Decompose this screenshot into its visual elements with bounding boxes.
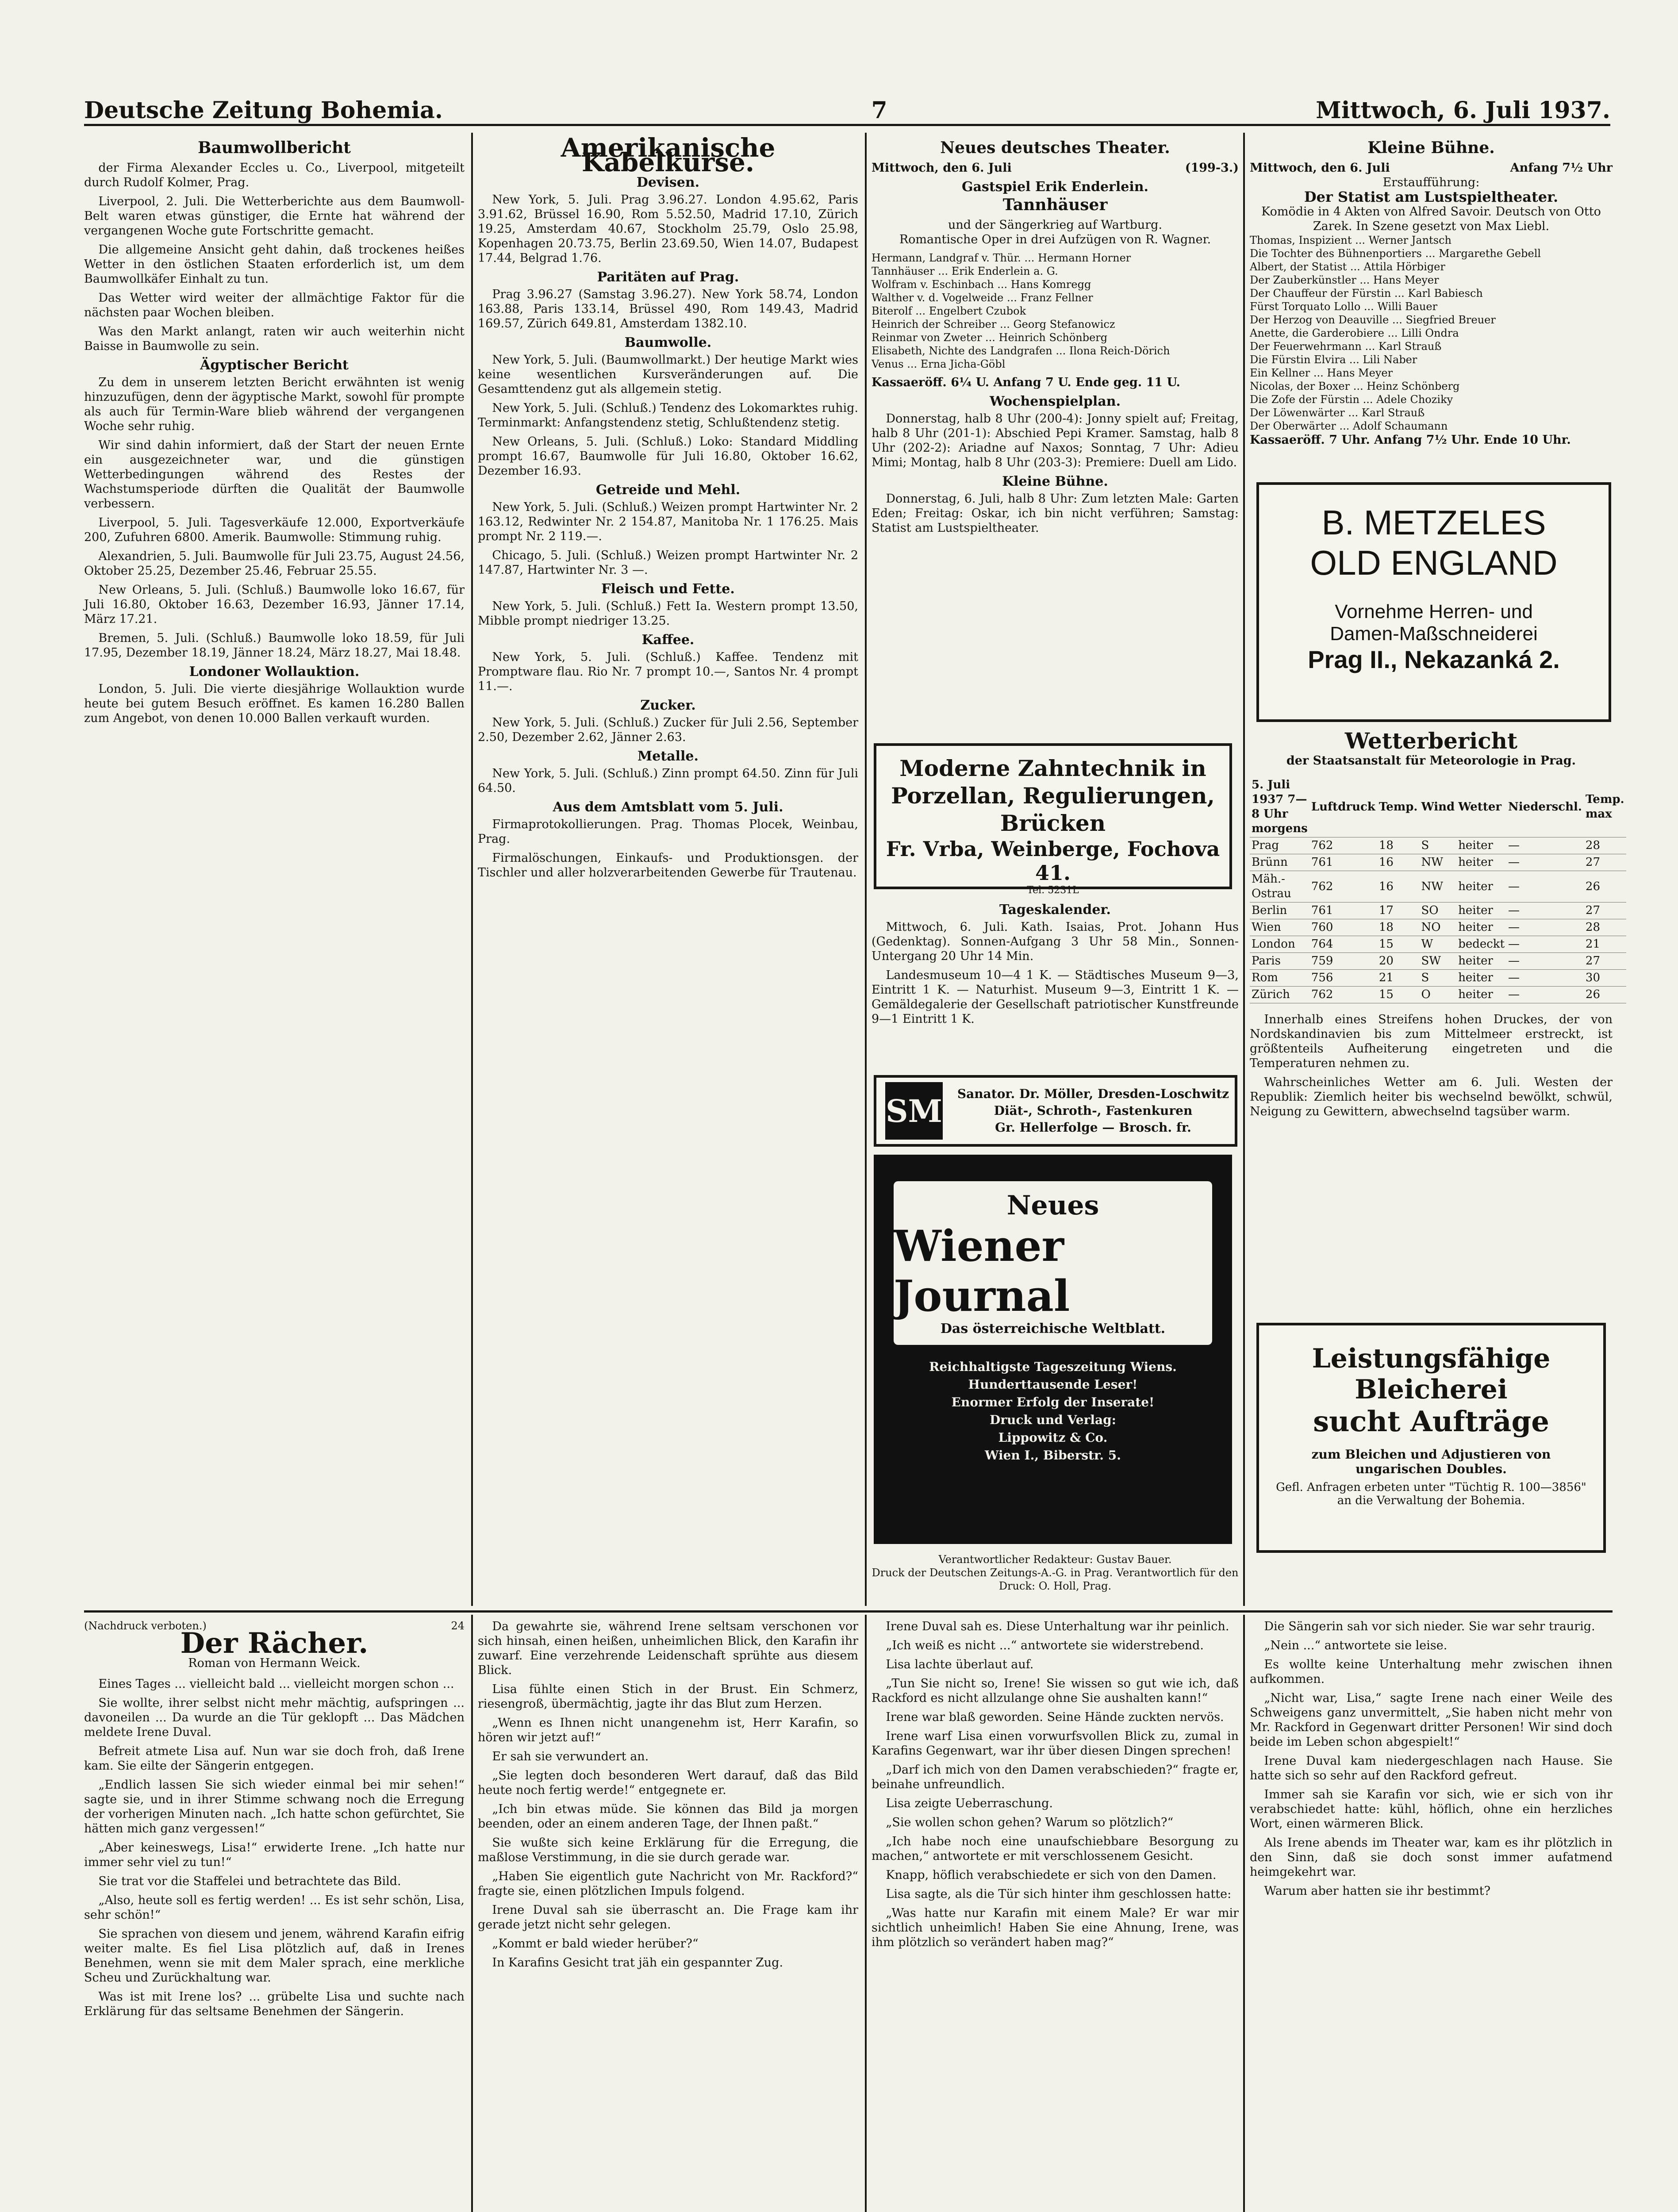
sanatorium-logo: SM	[885, 1082, 943, 1140]
imprint-editor: Verantwortlicher Redakteur: Gustav Bauer.	[938, 1553, 1172, 1566]
novel-paragraph: Irene Duval sah sie überrascht an. Die Frage kam ihr gerade jetzt nicht sehr gelegen.	[478, 1903, 858, 1932]
novel-paragraph: Sie wollte, ihrer selbst nicht mehr mächtig, aufspringen ... davoneilen ... Da wurde an die Tür geklopft ... Das Mädchen meldete Irene Duval.	[84, 1696, 465, 1739]
paragraph: New York, 5. Juli. (Schluß.) Weizen prompt Hartwinter Nr. 2 163.12, Redwinter Nr. 2 154.87, Manitoba Nr. 1 176.25. Mais prompt Nr. 2 119.—.	[478, 500, 858, 543]
novel-paragraph: Irene war blaß geworden. Seine Hände zuckten nervös.	[886, 1710, 1224, 1724]
weather-cell: London	[1250, 936, 1309, 953]
paragraph: Liverpool, 2. Juli. Die Wetterberichte aus dem Baumwoll-Belt waren etwas günstiger, die Ernte hat während der vergangenen Woche gute Fortschritte gemacht.	[84, 195, 465, 238]
weather-cell: 27	[1584, 854, 1626, 871]
paragraph: Innerhalb eines Streifens hohen Druckes, der von Nordskandinavien bis zum Mittelmeer erstreckt, ist größtenteils Aufheiterung eingetreten und die Temperaturen nehmen zu.	[1250, 1013, 1613, 1070]
column-rule	[471, 1615, 473, 2212]
weather-column	[1250, 728, 1624, 1305]
novel-paragraph: „Tun Sie nicht so, Irene! Sie wissen so gut wie ich, daß Rackford es nicht allzulange ohne Sie aushalten kann!“	[872, 1677, 1239, 1705]
journal-neues: Neues	[1006, 1190, 1099, 1221]
cast-entry: Venus ... Erna Jicha-Göbl	[872, 358, 1006, 370]
header-title: Deutsche Zeitung Bohemia.	[84, 97, 443, 124]
weather-cell: Berlin	[1250, 902, 1309, 919]
kleine-footer: Kassaeröff. 7 Uhr. Anfang 7½ Uhr. Ende 10 Uhr.	[1250, 433, 1571, 447]
column-rule	[1243, 133, 1245, 1606]
weather-row	[1250, 970, 1626, 987]
novel-paragraph: „Nicht war, Lisa,“ sagte Irene nach einer Weile des Schweigens ganz unvermittelt, „Sie haben nicht mehr von Mr. Rackford in Gegenwart dritter Personen! Wir sind doch beide im Leben schon abgespielt!“	[1250, 1691, 1613, 1749]
weather-cell: —	[1506, 837, 1584, 854]
weather-cell: 761	[1309, 902, 1377, 919]
theatre-column	[872, 137, 1239, 734]
weather-table	[1250, 777, 1626, 1003]
metzeles-line: Damen-Maßschneiderei	[1330, 623, 1538, 645]
theatre-number: (199-3.)	[1185, 161, 1239, 175]
novel-title: Der Rächer.	[180, 1627, 369, 1660]
weather-cell: S	[1419, 970, 1456, 987]
cast-entry: Fürst Torquato Lollo ... Willi Bauer	[1250, 300, 1438, 313]
journal-line: Lippowitz & Co.	[998, 1430, 1108, 1445]
weather-cell: —	[1506, 987, 1584, 1003]
novel-paragraph: Er sah sie verwundert an.	[492, 1750, 649, 1763]
journal-line: Hunderttausende Leser!	[968, 1377, 1138, 1392]
weather-cell: O	[1419, 987, 1456, 1003]
cast-entry: Der Herzog von Deauville ... Siegfried Breuer	[1250, 314, 1496, 326]
theatre-title: Neues deutsches Theater.	[940, 138, 1170, 157]
cast-entry: Der Feuerwehrmann ... Karl Strauß	[1250, 340, 1442, 353]
weather-cell: heiter	[1456, 987, 1506, 1003]
weather-cell: 760	[1309, 919, 1377, 936]
weather-cell: —	[1506, 854, 1584, 871]
page-header	[84, 93, 1610, 126]
weather-cell: 26	[1584, 871, 1626, 902]
weather-cell: 759	[1309, 953, 1377, 970]
novel-paragraph: Sie wußte sich keine Erklärung für die Erregung, die maßlose Verstimmung, in die sie durch gerade war.	[478, 1836, 858, 1864]
weather-cell: 20	[1377, 953, 1420, 970]
weather-cell: 18	[1377, 919, 1420, 936]
section-heading: Devisen.	[636, 175, 700, 190]
weather-cell: 16	[1377, 871, 1420, 902]
paragraph: Chicago, 5. Juli. (Schluß.) Weizen prompt Hartwinter Nr. 2 147.87, Hartwinter Nr. 3 —.	[478, 549, 858, 577]
weather-cell: SW	[1419, 953, 1456, 970]
imprint	[872, 1553, 1239, 1601]
section-heading: Fleisch und Fette.	[601, 581, 735, 597]
theatre-date: Mittwoch, den 6. Juli	[872, 161, 1012, 175]
play-subtitle: und der Sängerkrieg auf Wartburg.	[948, 218, 1163, 232]
novel-paragraph: „Ich weiß es nicht ...“ antwortete sie widerstrebend.	[886, 1639, 1204, 1652]
paragraph: Donnerstag, 6. Juli, halb 8 Uhr: Zum letzten Male: Garten Eden; Freitag: Oskar, ich bin nicht verführen; Samstag: Statist am Lustspieltheater.	[872, 492, 1239, 535]
cast-entry: Der Oberwärter ... Adolf Schaumann	[1250, 420, 1448, 432]
paragraph: Bremen, 5. Juli. (Schluß.) Baumwolle loko 18.59, für Juli 17.95, Dezember 18.19, Jänner 18.24, März 18.27, Mai 18.48.	[84, 631, 465, 660]
section-heading: Getreide und Mehl.	[595, 482, 741, 498]
metzeles-line: Vornehme Herren- und	[1335, 601, 1533, 622]
weather-cell: Wien	[1250, 919, 1309, 936]
paragraph: New York, 5. Juli. (Baumwollmarkt.) Der heutige Markt wies keine wesentlichen Kursveränderungen auf. Die Gesamttendenz gut als allgemein stetig.	[478, 353, 858, 396]
metzeles-name: B. METZELES	[1321, 503, 1546, 542]
paragraph: Wahrscheinliches Wetter am 6. Juli. Westen der Republik: Ziemlich heiter bis wechselnd bewölkt, schwül, Neigung zu Gewittern, abwechselnd tagsüber warm.	[1250, 1075, 1613, 1118]
kleine-buehne-column	[1250, 137, 1613, 473]
cast-entry: Tannhäuser ... Erik Enderlein a. G.	[872, 265, 1058, 277]
novel-paragraph: Da gewahrte sie, während Irene seltsam verschonen vor sich hinsah, einen heißen, unheimlichen Blick, den Karafin ihr zuwarf. Eine verzehrende Leidenschaft sprühte aus diesem Blick.	[478, 1620, 858, 1677]
paragraph: New York, 5. Juli. (Schluß.) Tendenz des Lokomarktes ruhig. Terminmarkt: Anfangstendenz stetig, Schlußtendenz stetig.	[478, 401, 858, 430]
cast-entry: Der Chauffeur der Fürstin ... Karl Babiesch	[1250, 287, 1483, 300]
cable-rates-column	[478, 133, 858, 1606]
novel-column-2	[478, 1619, 858, 2212]
novel-paragraph: Eines Tages ... vielleicht bald ... vielleicht morgen schon ...	[98, 1677, 454, 1691]
weather-cell: 30	[1584, 970, 1626, 987]
cast-entry: Nicolas, der Boxer ... Heinz Schönberg	[1250, 380, 1460, 392]
column-rule	[865, 1615, 867, 2212]
novel-paragraph: „Aber keineswegs, Lisa!“ erwiderte Irene. „Ich hatte nur immer sehr viel zu tun!“	[84, 1841, 465, 1869]
paragraph: Was den Markt anlangt, raten wir auch weiterhin nicht Baisse in Baumwolle zu sein.	[84, 325, 465, 353]
weather-cell: NW	[1419, 871, 1456, 902]
wiener-journal-ad	[874, 1155, 1232, 1544]
weather-cell: 21	[1377, 970, 1420, 987]
guest-line: Gastspiel Erik Enderlein.	[962, 179, 1148, 195]
section-heading: Baumwolle.	[624, 335, 712, 350]
bleicherei-ad	[1256, 1323, 1606, 1553]
reprint-note: (Nachdruck verboten.)	[84, 1620, 207, 1632]
weather-cell: 21	[1584, 936, 1626, 953]
section-heading: Wochenspielplan.	[989, 394, 1121, 409]
paragraph: Prag 3.96.27 (Samstag 3.96.27). New York 58.74, London 163.88, Paris 133.14, Brüssel 490, Rom 149.43, Madrid 169.57, Zürich 649.81, Amsterdam 1382.10.	[478, 288, 858, 330]
novel-column-1	[84, 1619, 465, 2212]
instalment-number: 24	[451, 1620, 465, 1632]
novel-paragraph: „Wenn es Ihnen nicht unangenehm ist, Herr Karafin, so hören wir jetzt auf!“	[478, 1716, 858, 1744]
novel-paragraph: „Haben Sie eigentlich gute Nachricht von Mr. Rackford?“ fragte sie, einen plötzlichen Impuls folgend.	[478, 1870, 858, 1898]
kleine-note: Erstaufführung:	[1382, 176, 1480, 189]
paragraph: New York, 5. Juli. (Schluß.) Kaffee. Tendenz mit Promptware flau. Rio Nr. 7 prompt 10.—, Santos Nr. 4 prompt 11.—.	[478, 650, 858, 693]
novel-paragraph: Knapp, höflich verabschiedete er sich von den Damen.	[886, 1868, 1217, 1882]
paragraph: New York, 5. Juli. (Schluß.) Fett Ia. Western prompt 13.50, Mibble prompt niedriger 13.25.	[478, 599, 858, 628]
weather-cell: heiter	[1456, 970, 1506, 987]
weather-cell: heiter	[1456, 902, 1506, 919]
paragraph: Firmaprotokollierungen. Prag. Thomas Plocek, Weinbau, Prag.	[478, 818, 858, 846]
weather-header-cell: Luftdruck	[1309, 777, 1377, 837]
weather-row	[1250, 854, 1626, 871]
paragraph: New York, 5. Juli. (Schluß.) Zucker für Juli 2.56, September 2.50, Dezember 2.62, Jänner 2.63.	[478, 716, 858, 744]
journal-title: Wiener Journal	[894, 1221, 1070, 1321]
section-heading: Londoner Wollauktion.	[189, 664, 360, 680]
column-rule	[471, 133, 473, 1606]
weather-row	[1250, 919, 1626, 936]
kleine-desc: Komödie in 4 Akten von Alfred Savoir. Deutsch von Otto Zarek. In Szene gesetzt von Max Liebl.	[1261, 205, 1601, 233]
header-date: Mittwoch, 6. Juli 1937.	[1316, 97, 1610, 124]
cast-entry: Elisabeth, Nichte des Landgrafen ... Ilona Reich-Dörich	[872, 345, 1170, 357]
newspaper-page	[18, 13, 1661, 2212]
weather-cell: 762	[1309, 871, 1377, 902]
paragraph: New York, 5. Juli. (Schluß.) Zinn prompt 64.50. Zinn für Juli 64.50.	[478, 767, 858, 795]
weather-cell: 15	[1377, 936, 1420, 953]
novel-paragraph: „Was hatte nur Karafin mit einem Male? Er war mir sichtlich unheimlich! Haben Sie eine Ahnung, Irene, was ihm plötzlich so verändert haben mag?“	[872, 1906, 1239, 1949]
novel-paragraph: „Endlich lassen Sie sich wieder einmal bei mir sehen!“ sagte sie, und in ihrer Stimme schwang noch die Erregung der vorherigen Minuten nach. „Ich hatte schon gefürchtet, Sie hätten mich ganz vergessen!“	[84, 1778, 465, 1836]
weather-cell: Zürich	[1250, 987, 1309, 1003]
paragraph: Mittwoch, 6. Juli. Kath. Isaias, Prot. Johann Hus (Gedenktag). Sonnen-Aufgang 3 Uhr 58 Min., Sonnen-Untergang 20 Uhr 14 Min.	[872, 920, 1239, 963]
dental-ad-phone: Tel. 5231L	[1027, 885, 1079, 896]
novel-paragraph: „Darf ich mich von den Damen verabschieden?“ fragte er, beinahe unfreundlich.	[872, 1763, 1239, 1791]
journal-subtitle: Das österreichische Weltblatt.	[940, 1321, 1166, 1336]
paragraph: New Orleans, 5. Juli. (Schluß.) Baumwolle loko 16.67, für Juli 16.80, Oktober 16.63, Dezember 16.93, Jänner 17.14, März 17.21.	[84, 583, 465, 626]
weather-cell: bedeckt	[1456, 936, 1506, 953]
novel-paragraph: Die Sängerin sah vor sich nieder. Sie war sehr traurig.	[1264, 1620, 1595, 1633]
weather-cell: heiter	[1456, 953, 1506, 970]
cast-entry: Die Fürstin Elvira ... Lili Naber	[1250, 353, 1417, 366]
cast-entry: Heinrich der Schreiber ... Georg Stefanowicz	[872, 318, 1115, 330]
kleine-start: Anfang 7½ Uhr	[1510, 161, 1613, 175]
paragraph: Das Wetter wird weiter der allmächtige Faktor für die nächsten paar Wochen bleiben.	[84, 291, 465, 319]
cast-entry: Reinmar von Zweter ... Heinrich Schönberg	[872, 331, 1108, 344]
weather-cell: 27	[1584, 953, 1626, 970]
novel-paragraph: Sie sprachen von diesem und jenem, während Karafin eifrig weiter malte. Es fiel Lisa plötzlich auf, daß in Irenes Benehmen, wenn sie mit dem Maler sprach, eine merkliche Scheu und Zurückhaltung war.	[84, 1927, 465, 1985]
play-title: Tannhäuser	[1002, 196, 1108, 214]
weather-cell: heiter	[1456, 854, 1506, 871]
weather-cell: Brünn	[1250, 854, 1309, 871]
novel-column-4	[1250, 1619, 1613, 2212]
play-description: Romantische Oper in drei Aufzügen von R. Wagner.	[899, 233, 1211, 246]
novel-paragraph: „Ich habe noch eine unaufschiebbare Besorgung zu machen,“ antwortete er mit verschlossenem Gesicht.	[872, 1835, 1239, 1863]
weather-cell: Prag	[1250, 837, 1309, 854]
sanatorium-services: Diät-, Schroth-, Fastenkuren	[994, 1103, 1193, 1118]
weather-cell: —	[1506, 970, 1584, 987]
weather-header-cell: Wetter	[1456, 777, 1506, 837]
paragraph: New York, 5. Juli. Prag 3.96.27. London 4.95.62, Paris 3.91.62, Brüssel 16.90, Rom 5.52.50, Madrid 17.10, Zürich 19.25, Amsterdam 40.67, Stockholm 25.79, Oslo 25.98, Kopenhagen 20.73.75, Berlin 23.69.50, Wien 14.07, Budapest 17.44, Belgrad 1.76.	[478, 193, 858, 265]
weather-cell: 18	[1377, 837, 1420, 854]
cast-entry: Thomas, Inspizient ... Werner Jantsch	[1250, 234, 1452, 246]
novel-paragraph: „Ich bin etwas müde. Sie können das Bild ja morgen beenden, oder an einem anderen Tage, der Ihnen paßt.“	[478, 1802, 858, 1831]
section-heading: Aus dem Amtsblatt vom 5. Juli.	[553, 799, 783, 815]
paragraph: Zu dem in unserem letzten Bericht erwähnten ist wenig hinzuzufügen, denn der ägyptische Markt, sowohl für prompte als auch für Termin-Ware blieb während der vergangenen Woche sehr ruhig.	[84, 376, 465, 433]
page-number: 7	[871, 97, 887, 124]
novel-paragraph: Irene Duval kam niedergeschlagen nach Hause. Sie hatte sich so sehr auf den Rackford gefreut.	[1250, 1754, 1613, 1782]
novel-paragraph: „Nein ...“ antwortete sie leise.	[1264, 1639, 1448, 1652]
horizontal-rule	[84, 1610, 1613, 1613]
novel-paragraph: Befreit atmete Lisa auf. Nun war sie doch froh, daß Irene kam. Sie eilte der Sängerin entgegen.	[84, 1744, 465, 1773]
weather-cell: 762	[1309, 837, 1377, 854]
column-rule	[865, 133, 867, 1606]
calendar-column	[872, 898, 1239, 1066]
theatre-footer: Kassaeröff. 6¼ U. Anfang 7 U. Ende geg. 11 U.	[872, 376, 1180, 389]
section-heading: Metalle.	[637, 749, 699, 764]
weather-cell: —	[1506, 936, 1584, 953]
novel-paragraph: Immer sah sie Karafin vor sich, wie er sich von ihr verabschiedet hatte: kühl, höflich, ohne ein herzliches Wort, einen wärmeren Blick.	[1250, 1788, 1613, 1831]
weather-header-cell: Temp.	[1377, 777, 1420, 837]
weather-cell: S	[1419, 837, 1456, 854]
weather-row	[1250, 871, 1626, 902]
weather-cell: NW	[1419, 854, 1456, 871]
kleine-cast-list	[1250, 234, 1613, 433]
cotton-report-column	[84, 137, 465, 1606]
novel-paragraph: „Sie legten doch besonderen Wert darauf, daß das Bild heute noch fertig werde!“ entgegnete er.	[478, 1769, 858, 1797]
novel-paragraph: Es wollte keine Unterhaltung mehr zwischen ihnen aufkommen.	[1250, 1658, 1613, 1686]
bleicherei-text: zum Bleichen und Adjustieren von ungarischen Doubles.	[1311, 1447, 1551, 1476]
bleicherei-headline: Leistungsfähige Bleicherei	[1312, 1343, 1551, 1405]
cast-entry: Anette, die Garderobiere ... Lilli Ondra	[1250, 327, 1459, 339]
weather-cell: —	[1506, 953, 1584, 970]
novel-paragraph: „Sie wollen schon gehen? Warum so plötzlich?“	[886, 1816, 1174, 1829]
kleine-play: Der Statist am Lustspieltheater.	[1304, 188, 1559, 205]
cast-entry: Albert, der Statist ... Attila Hörbiger	[1250, 261, 1445, 273]
cotton-report-title: Baumwollbericht	[198, 138, 351, 157]
cast-list	[872, 251, 1239, 371]
novel-paragraph: Sie trat vor die Staffelei und betrachtete das Bild.	[98, 1874, 401, 1888]
weather-cell: 16	[1377, 854, 1420, 871]
weather-cell: 28	[1584, 837, 1626, 854]
novel-column-3	[872, 1619, 1239, 2212]
weather-cell: 764	[1309, 936, 1377, 953]
metzeles-ad	[1256, 482, 1611, 722]
sanatorium-ad	[874, 1075, 1237, 1147]
cast-entry: Die Tochter des Bühnenportiers ... Margarethe Gebell	[1250, 247, 1541, 260]
section-heading: Kleine Bühne.	[1002, 474, 1108, 489]
journal-line: Druck und Verlag:	[989, 1413, 1117, 1427]
weather-title: Wetterbericht	[1344, 728, 1518, 754]
kleine-title: Kleine Bühne.	[1367, 138, 1495, 157]
novel-paragraph: Was ist mit Irene los? ... grübelte Lisa und suchte nach Erklärung für das seltsame Benehmen der Sängerin.	[84, 1990, 465, 2018]
journal-line: Wien I., Biberstr. 5.	[985, 1448, 1121, 1463]
weather-row	[1250, 953, 1626, 970]
weather-row	[1250, 987, 1626, 1003]
weather-header-cell: Wind	[1419, 777, 1456, 837]
cast-entry: Der Zauberkünstler ... Hans Meyer	[1250, 274, 1439, 286]
paragraph: Die allgemeine Ansicht geht dahin, daß trockenes heißes Wetter in den östlichen Staaten erforderlich ist, um dem Baumwollkäfer Einhalt zu tun.	[84, 243, 465, 286]
novel-paragraph: Lisa zeigte Ueberraschung.	[886, 1797, 1053, 1810]
weather-cell: W	[1419, 936, 1456, 953]
section-heading: Ägyptischer Bericht	[200, 357, 349, 373]
novel-paragraph: Irene warf Lisa einen vorwurfsvollen Blick zu, zumal in Karafins Gegenwart, war ihr über diesen Dingen sprechen!	[872, 1729, 1239, 1758]
cast-entry: Hermann, Landgraf v. Thür. ... Hermann Horner	[872, 252, 1131, 264]
weather-cell: —	[1506, 919, 1584, 936]
novel-paragraph: Lisa sagte, als die Tür sich hinter ihm geschlossen hatte:	[886, 1887, 1232, 1901]
dental-ad	[874, 743, 1232, 896]
weather-cell: NO	[1419, 919, 1456, 936]
kleine-date: Mittwoch, den 6. Juli	[1250, 161, 1390, 175]
novel-paragraph: „Also, heute soll es fertig werden! ... Es ist sehr schön, Lisa, sehr schön!“	[84, 1893, 465, 1922]
weather-cell: heiter	[1456, 871, 1506, 902]
section-heading: Tageskalender.	[999, 902, 1111, 918]
paragraph: Firmalöschungen, Einkaufs- und Produktionsgen. der Tischler und aller holzverarbeitenden Gewerbe für Trautenau.	[478, 851, 858, 879]
weather-cell: Paris	[1250, 953, 1309, 970]
novel-paragraph: Warum aber hatten sie ihr bestimmt?	[1264, 1884, 1491, 1898]
paragraph: Donnerstag, halb 8 Uhr (200-4): Jonny spielt auf; Freitag, halb 8 Uhr (201-1): Abschied Pepi Kramer. Samstag, halb 8 Uhr (202-2): Ariadne auf Naxos; Sonntag, 7 Uhr: Adieu Mimi; Montag, halb 8 Uhr (203-3): Premiere: Duell am Lido.	[872, 412, 1239, 469]
bleicherei-contact: Gefl. Anfragen erbeten unter "Tüchtig R. 100—3856" an die Verwaltung der Bohemia.	[1276, 1481, 1586, 1507]
paragraph: Wir sind dahin informiert, daß der Start der neuen Ernte ein ausgezeichneter war, und die günstigen Wetterbedingungen während des Restes der Wachstumsperiode dürften die Qualität der Baumwolle verbessern.	[84, 438, 465, 511]
bleicherei-subheadline: sucht Aufträge	[1313, 1405, 1549, 1438]
weather-row	[1250, 902, 1626, 919]
cast-entry: Biterolf ... Engelbert Czubok	[872, 305, 1026, 317]
cast-entry: Die Zofe der Fürstin ... Adele Choziky	[1250, 393, 1453, 406]
novel-author: Roman von Hermann Weick.	[188, 1656, 361, 1670]
weather-row	[1250, 837, 1626, 854]
sanatorium-name: Sanator. Dr. Möller, Dresden-Loschwitz	[957, 1087, 1229, 1101]
section-heading: Paritäten auf Prag.	[597, 269, 739, 285]
weather-cell: Rom	[1250, 970, 1309, 987]
paragraph: Alexandrien, 5. Juli. Baumwolle für Juli 23.75, August 24.56, Oktober 25.25, Dezember 25.46, Februar 25.55.	[84, 549, 465, 578]
novel-paragraph: Lisa fühlte einen Stich in der Brust. Ein Schmerz, riesengroß, übermächtig, jagte ihr das Blut zum Herzen.	[478, 1682, 858, 1711]
section-heading: Zucker.	[640, 698, 696, 713]
weather-cell: —	[1506, 902, 1584, 919]
paragraph: London, 5. Juli. Die vierte diesjährige Wollauktion wurde heute bei gutem Besuch eröffnet. Es kamen 16.280 Ballen zum Angebot, von denen 10.000 Ballen verkauft wurden.	[84, 682, 465, 725]
weather-cell: 756	[1309, 970, 1377, 987]
novel-paragraph: Als Irene abends im Theater war, kam es ihr plötzlich in den Sinn, daß sie doch sonst immer aufatmend heimgekehrt war.	[1250, 1836, 1613, 1879]
weather-cell: heiter	[1456, 919, 1506, 936]
cast-entry: Wolfram v. Eschinbach ... Hans Komregg	[872, 278, 1091, 291]
journal-line: Reichhaltigste Tageszeitung Wiens.	[929, 1359, 1177, 1374]
cable-rates-title: Amerikanische Kabelkurse.	[561, 133, 776, 177]
novel-paragraph: In Karafins Gesicht trat jäh ein gespannter Zug.	[492, 1956, 783, 1970]
column-rule	[1243, 1615, 1245, 2212]
weather-cell: 15	[1377, 987, 1420, 1003]
dental-ad-address: Fr. Vrba, Weinberge, Fochova 41.	[886, 837, 1220, 885]
sanatorium-note: Gr. Hellerfolge — Brosch. fr.	[995, 1120, 1191, 1135]
weather-cell: SO	[1419, 902, 1456, 919]
dental-ad-text: Moderne Zahntechnik in Porzellan, Regulierungen, Brücken	[891, 755, 1215, 836]
novel-paragraph: Irene Duval sah es. Diese Unterhaltung war ihr peinlich.	[886, 1620, 1229, 1633]
metzeles-brand: OLD ENGLAND	[1310, 543, 1558, 582]
weather-header-cell: 5. Juli 1937 7—8 Uhr morgens	[1250, 777, 1309, 837]
section-heading: Kaffee.	[641, 632, 695, 648]
weather-header-cell: Temp. max	[1584, 777, 1626, 837]
weather-cell: —	[1506, 871, 1584, 902]
weather-cell: 762	[1309, 987, 1377, 1003]
weather-cell: 26	[1584, 987, 1626, 1003]
weather-cell: 17	[1377, 902, 1420, 919]
journal-line: Enormer Erfolg der Inserate!	[951, 1395, 1155, 1409]
metzeles-address: Prag II., Nekazanká 2.	[1308, 645, 1560, 673]
weather-row	[1250, 936, 1626, 953]
paragraph: New Orleans, 5. Juli. (Schluß.) Loko: Standard Middling prompt 16.67, Baumwolle für Juli 16.80, Oktober 16.62, Dezember 16.93.	[478, 435, 858, 478]
weather-subtitle: der Staatsanstalt für Meteorologie in Prag.	[1286, 754, 1576, 768]
novel-paragraph: „Kommt er bald wieder herüber?“	[492, 1937, 699, 1951]
weather-cell: Mäh.-Ostrau	[1250, 871, 1309, 902]
weather-cell: heiter	[1456, 837, 1506, 854]
weather-cell: 28	[1584, 919, 1626, 936]
imprint-printer: Druck der Deutschen Zeitungs-A.-G. in Prag. Verantwortlich für den Druck: O. Holl, Prag.	[872, 1567, 1239, 1592]
weather-cell: 761	[1309, 854, 1377, 871]
novel-paragraph: Lisa lachte überlaut auf.	[886, 1658, 1034, 1671]
paragraph: Landesmuseum 10—4 1 K. — Städtisches Museum 9—3, Eintritt 1 K. — Naturhist. Museum 9—3, Eintritt 1 K. — Gemäldegalerie der Gesellschaft patriotischer Kunstfreunde 9—1 Eintritt 1 K.	[872, 968, 1239, 1026]
cotton-report-intro: der Firma Alexander Eccles u. Co., Liverpool, mitgeteilt durch Rudolf Kolmer, Prag.	[84, 161, 465, 189]
paragraph: Liverpool, 5. Juli. Tagesverkäufe 12.000, Exportverkäufe 200, Zufuhren 6800. Amerik. Baumwolle: Stimmung ruhig.	[84, 516, 465, 544]
weather-header-cell: Niederschl.	[1506, 777, 1584, 837]
novel-text	[84, 1677, 465, 2019]
cast-entry: Ein Kellner ... Hans Meyer	[1250, 367, 1393, 379]
cast-entry: Walther v. d. Vogelweide ... Franz Fellner	[872, 292, 1093, 304]
weather-cell: 27	[1584, 902, 1626, 919]
cast-entry: Der Löwenwärter ... Karl Strauß	[1250, 407, 1425, 419]
